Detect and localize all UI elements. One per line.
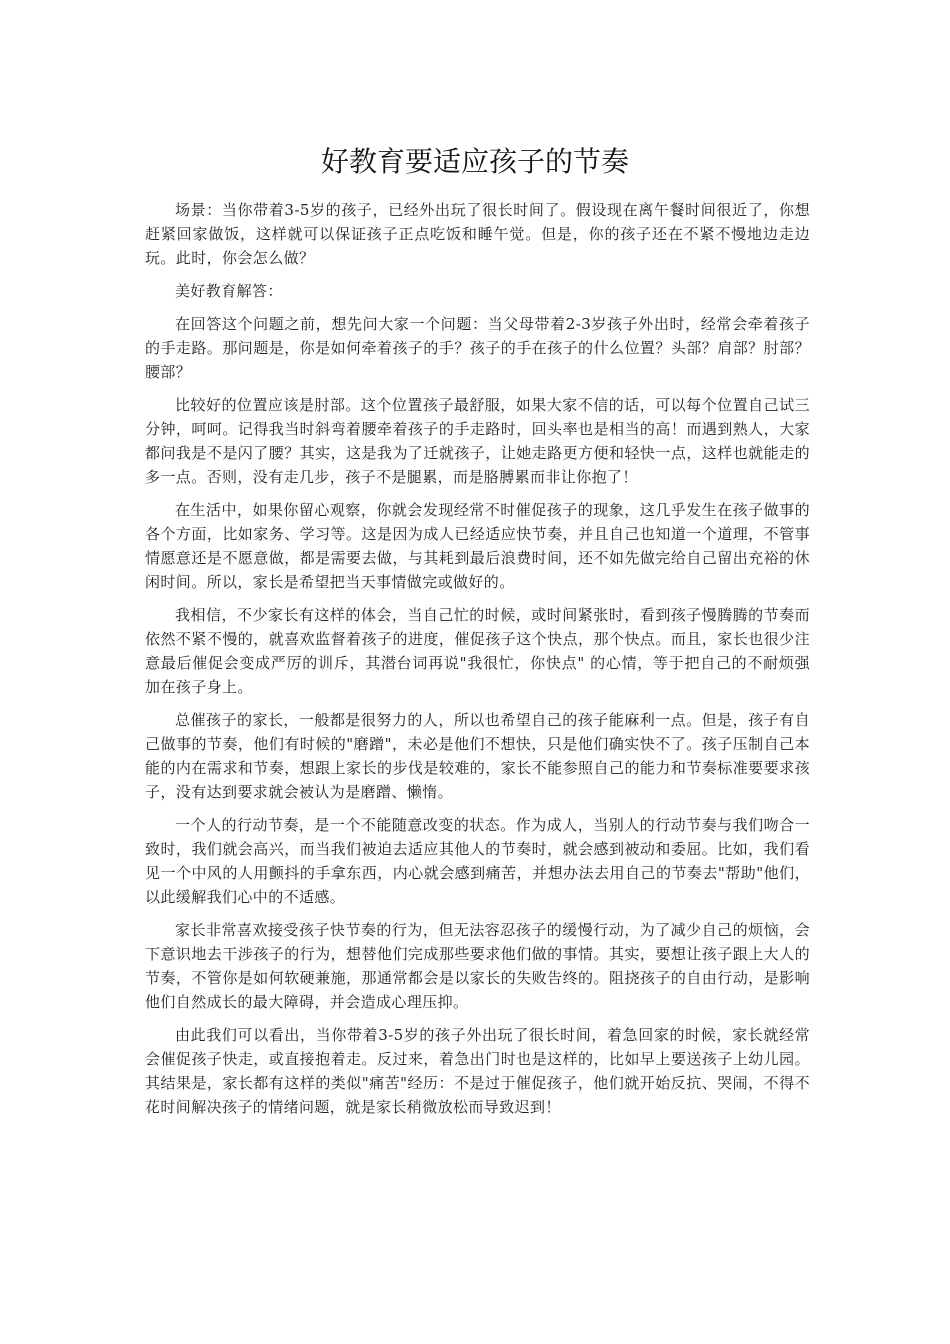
- paragraph-conclusion: 由此我们可以看出，当你带着3-5岁的孩子外出玩了很长时间，着急回家的时候，家长就经常会催促孩子快走，或直接抱着走。反过来，着急出门时也是这样的，比如早上要送孩子上幼儿园。其结果是，家长都有这样的类似"痛苦"经历：不是过于催促孩子，他们就开始反抗、哭闹，不得不花时间解决孩子的情绪问题，就是家长稍微放松而导致迟到！: [145, 1026, 810, 1116]
- paragraph-scene: 场景：当你带着3-5岁的孩子，已经外出玩了很长时间了。假设现在离午餐时间很近了，你想赶紧回家做饭，这样就可以保证孩子正点吃饭和睡午觉。但是，你的孩子还在不紧不慢地边走边玩。此时，你会怎么做？: [145, 201, 810, 267]
- paragraph-experience: 我相信，不少家长有这样的体会，当自己忙的时候，或时间紧张时，看到孩子慢腾腾的节奏而依然不紧不慢的，就喜欢监督着孩子的进度，催促孩子这个快点，那个快点。而且，家长也很少注意最后催促会变成严厉的训斥，其潜台词再说"我很忙，你快点" 的心情，等于把自己的不耐烦强加在孩子身上。: [145, 606, 810, 696]
- paragraph-question: 在回答这个问题之前，想先问大家一个问题：当父母带着2-3岁孩子外出时，经常会牵着孩子的手走路。那问题是，你是如何牵着孩子的手？孩子的手在孩子的什么位置？头部？肩部？肘部？腰部？: [145, 315, 810, 381]
- paragraph-answer-heading: 美好教育解答：: [175, 282, 283, 300]
- document-body: [145, 198, 810, 1128]
- paragraph-elbow: 比较好的位置应该是肘部。这个位置孩子最舒服，如果大家不信的话，可以每个位置自己试三分钟，呵呵。记得我当时斜弯着腰牵着孩子的手走路时，回头率也是相当的高！而遇到熟人，大家都问我是不是闪了腰？其实，这是我为了迁就孩子，让她走路更方便和轻快一点，这样也就能走的多一点。否则，没有走几步，孩子不是腿累，而是胳膊累而非让你抱了！: [145, 396, 810, 486]
- paragraph-rhythm: 一个人的行动节奏，是一个不能随意改变的状态。作为成人，当别人的行动节奏与我们吻合一致时，我们就会高兴，而当我们被迫去适应其他人的节奏时，就会感到被动和委屈。比如，我们看见一个中风的人用颤抖的手拿东西，内心就会感到痛苦，并想办法去用自己的节奏去"帮助"他们，以此缓解我们心中的不适感。: [145, 816, 810, 906]
- paragraph-rushing-parents: 总催孩子的家长，一般都是很努力的人，所以也希望自己的孩子能麻利一点。但是，孩子有自己做事的节奏，他们有时候的"磨蹭"，未必是他们不想快，只是他们确实快不了。孩子压制自己本能的内在需求和节奏，想跟上家长的步伐是较难的，家长不能参照自己的能力和节奏标准要要求孩子，没有达到要求就会被认为是磨蹭、懒惰。: [145, 711, 810, 801]
- paragraph-daily-life: 在生活中，如果你留心观察，你就会发现经常不时催促孩子的现象，这几乎发生在孩子做事的各个方面，比如家务、学习等。这是因为成人已经适应快节奏，并且自己也知道一个道理，不管事情愿意还是不愿意做，都是需要去做，与其耗到最后浪费时间，还不如先做完给自己留出充裕的休闲时间。所以，家长是希望把当天事情做完或做好的。: [145, 501, 810, 591]
- document-title: 好教育要适应孩子的节奏: [320, 145, 629, 178]
- paragraph-intervention: 家长非常喜欢接受孩子快节奏的行为，但无法容忍孩子的缓慢行动，为了减少自己的烦恼，会下意识地去干涉孩子的行为，想替他们完成那些要求他们做的事情。其实，要想让孩子跟上大人的节奏，不管你是如何软硬兼施，那通常都会是以家长的失败告终的。阻挠孩子的自由行动，是影响他们自然成长的最大障碍，并会造成心理压抑。: [145, 921, 810, 1011]
